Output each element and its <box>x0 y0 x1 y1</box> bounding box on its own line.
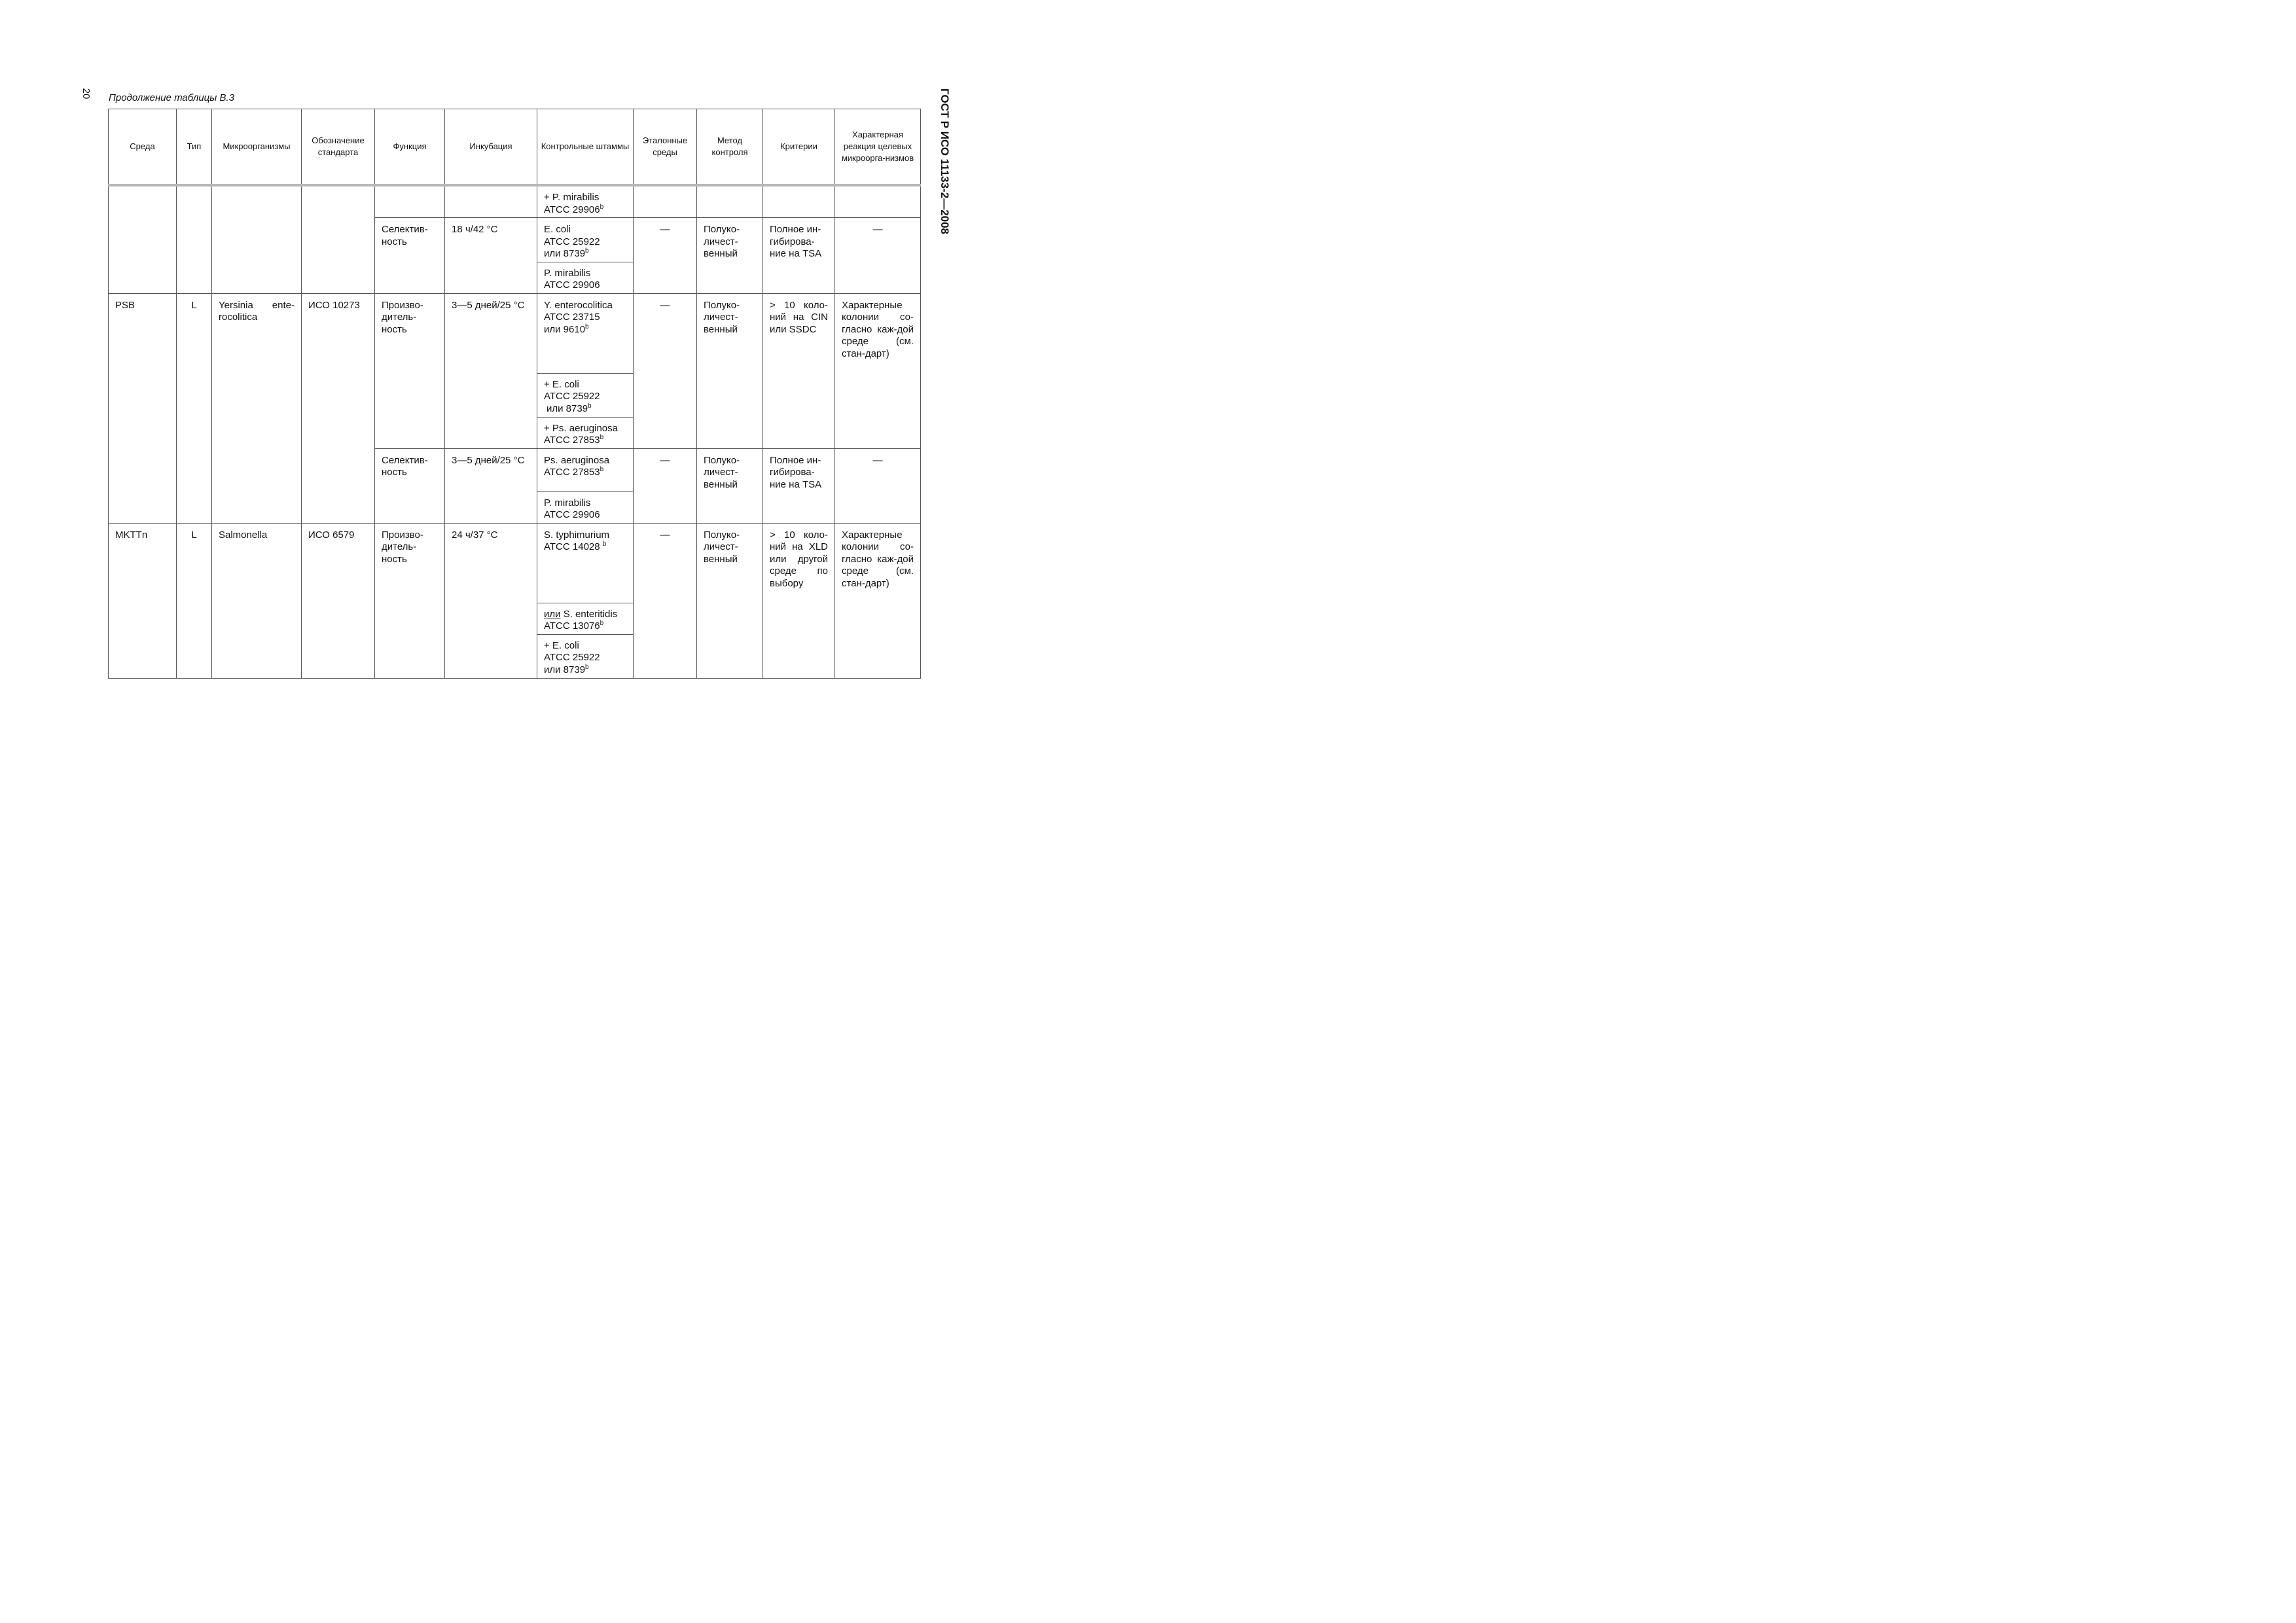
cell-strain <box>537 373 634 417</box>
table-row <box>109 293 921 373</box>
header-microorganisms: Микроорганизмы <box>212 109 302 186</box>
cell-function: Произво-дитель-ность <box>375 523 445 678</box>
strain-name: + P. mirabilis <box>544 192 600 203</box>
header-standard: Обозначение стандарта <box>302 109 375 186</box>
cell-microorganism-empty <box>212 185 302 293</box>
cell-criteria: Полное ин-гибирова-ние на TSA <box>763 218 835 294</box>
strain-alt: или 8739 <box>547 402 588 414</box>
cell-type: L <box>177 523 212 678</box>
cell-strain <box>537 491 634 523</box>
strain-alt: или 9610 <box>544 323 586 335</box>
cell-criteria: > 10 коло-ний на XLD или другой среде по выбору <box>763 523 835 678</box>
strain-atcc: ATCC 29906 <box>544 204 600 215</box>
cell-microorganism: Yersinia ente-rocolitica <box>212 293 302 523</box>
cell-method: Полуко-личест-венный <box>697 218 763 294</box>
cell-reference: — <box>634 448 697 523</box>
header-reference-media: Эталонные среды <box>634 109 697 186</box>
header-medium: Среда <box>109 109 177 186</box>
cell-incubation-empty <box>445 185 537 218</box>
strain-name: Y. enterocolitica <box>544 299 613 311</box>
cell-function: Произво-дитель-ность <box>375 293 445 448</box>
cell-method: Полуко-личест-венный <box>697 448 763 523</box>
cell-criteria: Полное ин-гибирова-ние на TSA <box>763 448 835 523</box>
cell-medium-empty <box>109 185 177 293</box>
cell-reaction: — <box>835 448 921 523</box>
cell-incubation: 18 ч/42 °С <box>445 218 537 294</box>
footnote-mark: b <box>585 663 589 671</box>
header-type: Тип <box>177 109 212 186</box>
media-table <box>108 109 921 679</box>
page-number: 20 <box>81 88 92 99</box>
strain-name: S. enteritidis <box>563 608 618 620</box>
strain-name: + E. coli <box>544 378 579 390</box>
strain-atcc: ATCC 27853 <box>544 435 600 446</box>
strain-name: Ps. aeruginosa <box>544 454 610 466</box>
footnote-mark: b <box>585 323 589 330</box>
header-incubation: Инкубация <box>445 109 537 186</box>
strain-name: E. coli <box>544 224 571 235</box>
cell-type: L <box>177 293 212 523</box>
header-row <box>109 109 921 186</box>
cell-medium: MKTTn <box>109 523 177 678</box>
footnote-mark: b <box>588 402 592 410</box>
cell-standard: ИСО 10273 <box>302 293 375 523</box>
strain-alt: или 8739 <box>544 664 586 675</box>
strain-atcc: ATCC 29906 <box>544 509 600 520</box>
strain-atcc: ATCC 13076 <box>544 620 600 632</box>
footnote-mark: b <box>600 203 604 211</box>
strain-atcc: ATCC 23715 <box>544 312 600 323</box>
footnote-mark: b <box>600 620 604 627</box>
footnote-mark: b <box>602 541 607 548</box>
cell-standard: ИСО 6579 <box>302 523 375 678</box>
header-control-strains: Контрольные штаммы <box>537 109 634 186</box>
cell-strain <box>537 448 634 491</box>
header-reaction: Характерная реакция целевых микроорга-низмов <box>835 109 921 186</box>
footnote-mark: b <box>585 247 589 255</box>
cell-standard-empty <box>302 185 375 293</box>
cell-strain <box>537 603 634 634</box>
cell-method: Полуко-личест-венный <box>697 523 763 678</box>
cell-reaction: Характерные колонии со-гласно каж-дой среде (см. стан-дарт) <box>835 523 921 678</box>
strain-atcc: ATCC 25922 <box>544 652 600 663</box>
cell-reference: — <box>634 293 697 448</box>
cell-strain <box>537 185 634 218</box>
cell-reference-empty <box>634 185 697 218</box>
header-criteria: Критерии <box>763 109 835 186</box>
cell-strain <box>537 218 634 262</box>
strain-name: P. mirabilis <box>544 267 591 279</box>
cell-criteria: > 10 коло-ний на CIN или SSDC <box>763 293 835 448</box>
cell-strain <box>537 417 634 448</box>
cell-incubation: 3—5 дней/25 °С <box>445 448 537 523</box>
cell-strain <box>537 523 634 603</box>
cell-strain <box>537 634 634 678</box>
cell-type-empty <box>177 185 212 293</box>
cell-reaction: Характерные колонии со-гласно каж-дой среде (см. стан-дарт) <box>835 293 921 448</box>
cell-function-empty <box>375 185 445 218</box>
cell-function: Селектив-ность <box>375 218 445 294</box>
strain-name: + E. coli <box>544 639 579 651</box>
header-control-method: Метод контроля <box>697 109 763 186</box>
strain-name: S. typhimurium <box>544 529 610 541</box>
cell-criteria-empty <box>763 185 835 218</box>
cell-strain <box>537 262 634 293</box>
document-code-text: ГОСТ Р ИСО 11133-2—2008 <box>939 88 951 235</box>
cell-incubation: 3—5 дней/25 °С <box>445 293 537 448</box>
table-row <box>109 185 921 218</box>
cell-reaction: — <box>835 218 921 294</box>
table-row <box>109 523 921 603</box>
footnote-mark: b <box>600 434 604 441</box>
strain-name: + Ps. aeruginosa <box>544 422 618 434</box>
strain-atcc: ATCC 27853 <box>544 467 600 478</box>
document-code <box>937 88 952 252</box>
cell-incubation: 24 ч/37 °С <box>445 523 537 678</box>
cell-method-empty <box>697 185 763 218</box>
strain-atcc: ATCC 29906 <box>544 279 600 291</box>
cell-reaction-empty <box>835 185 921 218</box>
cell-reference: — <box>634 218 697 294</box>
cell-strain <box>537 293 634 373</box>
strain-name: P. mirabilis <box>544 497 591 508</box>
header-function: Функция <box>375 109 445 186</box>
cell-reference: — <box>634 523 697 678</box>
strain-atcc: ATCC 25922 <box>544 391 600 402</box>
strain-atcc: ATCC 14028 <box>544 541 600 552</box>
cell-medium: PSB <box>109 293 177 523</box>
strain-alt: или 8739 <box>544 248 586 259</box>
cell-microorganism: Salmonella <box>212 523 302 678</box>
strain-atcc: ATCC 25922 <box>544 236 600 247</box>
footnote-mark: b <box>600 466 604 473</box>
strain-prefix: или <box>544 608 561 620</box>
cell-function: Селектив-ность <box>375 448 445 523</box>
cell-method: Полуко-личест-венный <box>697 293 763 448</box>
table-caption: Продолжение таблицы В.3 <box>109 92 234 103</box>
